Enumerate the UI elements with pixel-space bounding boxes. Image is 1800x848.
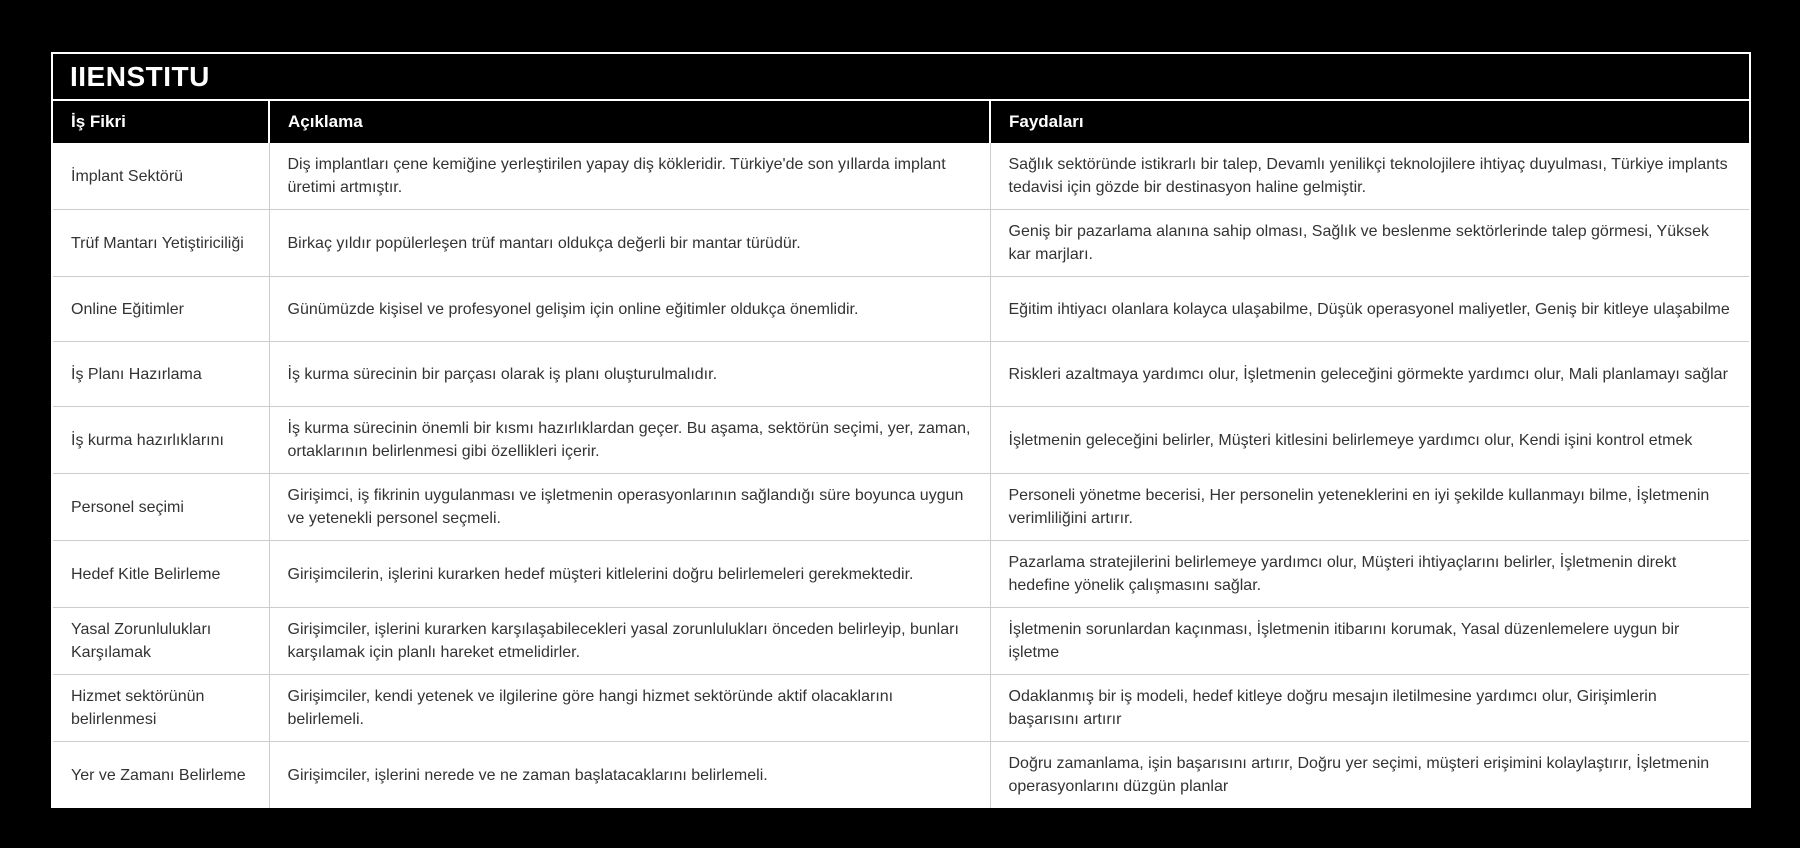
cell-faydalari: Odaklanmış bir iş modeli, hedef kitleye doğru mesajın iletilmesine yardımcı olur, Girişimlerin başarısını artırır <box>990 675 1749 742</box>
table-row <box>53 474 1749 541</box>
cell-is-fikri: Yer ve Zamanı Belirleme <box>53 742 269 809</box>
cell-aciklama: Diş implantları çene kemiğine yerleştirilen yapay diş kökleridir. Türkiye'de son yıllarda implant üretimi artmıştır. <box>269 143 990 210</box>
cell-faydalari: Personeli yönetme becerisi, Her personelin yeteneklerini en iyi şekilde kullanmayı bilme, İşletmenin verimliliğini artırır. <box>990 474 1749 541</box>
cell-faydalari: Geniş bir pazarlama alanına sahip olması, Sağlık ve beslenme sektörlerinde talep görmesi, Yüksek kar marjları. <box>990 210 1749 277</box>
cell-aciklama: Günümüzde kişisel ve profesyonel gelişim için online eğitimler oldukça önemlidir. <box>269 277 990 342</box>
cell-faydalari: Riskleri azaltmaya yardımcı olur, İşletmenin geleceğini görmekte yardımcı olur, Mali planlamayı sağlar <box>990 342 1749 407</box>
cell-is-fikri: Hedef Kitle Belirleme <box>53 541 269 608</box>
title-bar <box>53 54 1749 101</box>
table-row <box>53 742 1749 809</box>
cell-faydalari: İşletmenin sorunlardan kaçınması, İşletmenin itibarını korumak, Yasal düzenlemelere uygun bir işletme <box>990 608 1749 675</box>
column-header-faydalari: Faydaları <box>990 101 1749 143</box>
cell-aciklama: Girişimci, iş fikrinin uygulanması ve işletmenin operasyonlarının sağlandığı süre boyunca uygun ve yetenekli personel seçmeli. <box>269 474 990 541</box>
cell-aciklama: İş kurma sürecinin bir parçası olarak iş planı oluşturulmalıdır. <box>269 342 990 407</box>
cell-is-fikri: İmplant Sektörü <box>53 143 269 210</box>
table-row <box>53 407 1749 474</box>
cell-aciklama: Girişimciler, kendi yetenek ve ilgilerine göre hangi hizmet sektöründe aktif olacaklarını belirlemeli. <box>269 675 990 742</box>
table-row <box>53 675 1749 742</box>
cell-aciklama: Girişimcilerin, işlerini kurarken hedef müşteri kitlelerini doğru belirlemeleri gerekmektedir. <box>269 541 990 608</box>
cell-is-fikri: Personel seçimi <box>53 474 269 541</box>
business-ideas-table <box>53 101 1749 808</box>
column-header-is-fikri: İş Fikri <box>53 101 269 143</box>
cell-aciklama: Girişimciler, işlerini nerede ve ne zaman başlatacaklarını belirlemeli. <box>269 742 990 809</box>
cell-is-fikri: Hizmet sektörünün belirlenmesi <box>53 675 269 742</box>
cell-faydalari: Pazarlama stratejilerini belirlemeye yardımcı olur, Müşteri ihtiyaçlarını belirler, İşletmenin direkt hedefine yönelik çalışmasını sağlar. <box>990 541 1749 608</box>
cell-aciklama: İş kurma sürecinin önemli bir kısmı hazırlıklardan geçer. Bu aşama, sektörün seçimi, yer, zaman, ortaklarının belirlenmesi gibi özellikleri içerir. <box>269 407 990 474</box>
table-row <box>53 342 1749 407</box>
content-panel <box>51 52 1751 808</box>
table-header-row <box>53 101 1749 143</box>
page-title: IIENSTITU <box>70 60 210 92</box>
cell-is-fikri: İş kurma hazırlıklarını <box>53 407 269 474</box>
table-row <box>53 608 1749 675</box>
cell-aciklama: Girişimciler, işlerini kurarken karşılaşabilecekleri yasal zorunlulukları önceden belirleyip, bunları karşılamak için planlı hareket etmelidirler. <box>269 608 990 675</box>
cell-faydalari: Sağlık sektöründe istikrarlı bir talep, Devamlı yenilikçi teknolojilere ihtiyaç duyulması, Türkiye implants tedavisi için gözde bir destinasyon haline gelmiştir. <box>990 143 1749 210</box>
column-header-aciklama: Açıklama <box>269 101 990 143</box>
cell-is-fikri: Online Eğitimler <box>53 277 269 342</box>
table-row <box>53 210 1749 277</box>
table-header <box>53 101 1749 143</box>
cell-faydalari: Doğru zamanlama, işin başarısını artırır, Doğru yer seçimi, müşteri erişimini kolaylaştırır, İşletmenin operasyonlarını düzgün planlar <box>990 742 1749 809</box>
cell-faydalari: İşletmenin geleceğini belirler, Müşteri kitlesini belirlemeye yardımcı olur, Kendi işini kontrol etmek <box>990 407 1749 474</box>
table-row <box>53 541 1749 608</box>
cell-faydalari: Eğitim ihtiyacı olanlara kolayca ulaşabilme, Düşük operasyonel maliyetler, Geniş bir kitleye ulaşabilme <box>990 277 1749 342</box>
cell-is-fikri: İş Planı Hazırlama <box>53 342 269 407</box>
table-row <box>53 277 1749 342</box>
table-body <box>53 143 1749 808</box>
cell-aciklama: Birkaç yıldır popülerleşen trüf mantarı oldukça değerli bir mantar türüdür. <box>269 210 990 277</box>
cell-is-fikri: Trüf Mantarı Yetiştiriciliği <box>53 210 269 277</box>
table-row <box>53 143 1749 210</box>
cell-is-fikri: Yasal Zorunlulukları Karşılamak <box>53 608 269 675</box>
